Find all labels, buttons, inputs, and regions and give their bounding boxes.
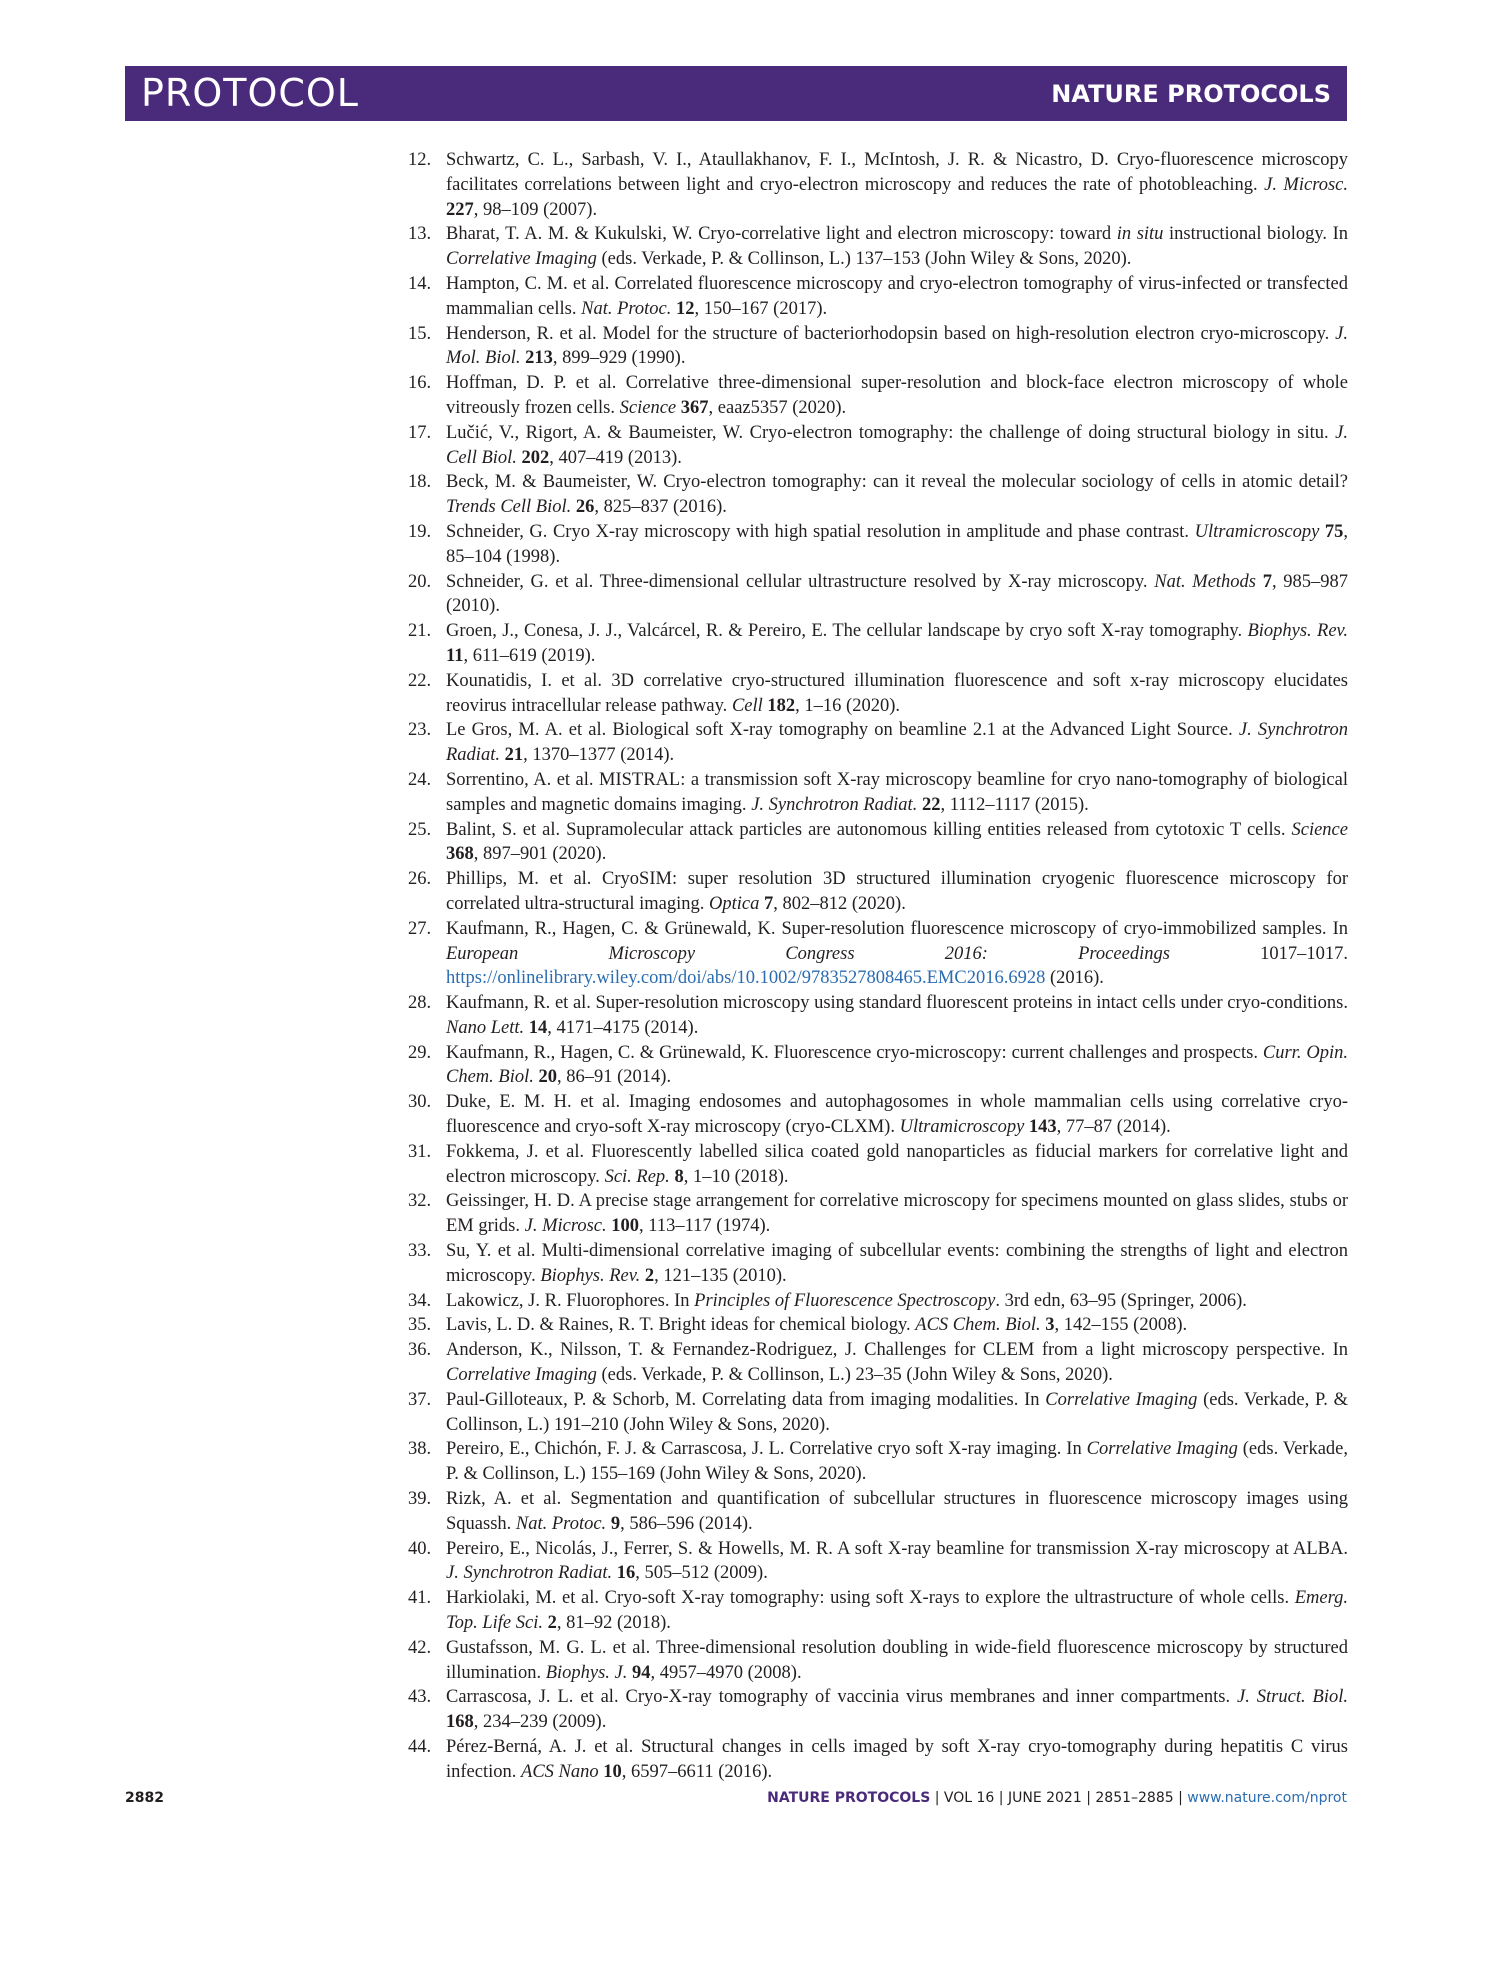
reference-italic: Correlative Imaging	[446, 249, 597, 270]
reference-text: Lakowicz, J. R. Fluorophores. In	[446, 1290, 695, 1311]
reference-text: Lučić, V., Rigort, A. & Baumeister, W. Cryo-electron tomography: the challenge of doing structural biology in situ.	[446, 422, 1336, 443]
reference-item	[408, 148, 1348, 222]
reference-text: (eds. Verkade, P. & Collinson, L.) 191–210 (John Wiley & Sons, 2020).	[446, 1389, 1348, 1435]
reference-item	[408, 1289, 1348, 1314]
reference-volume: 2	[547, 1613, 557, 1634]
reference-text: , 98–109 (2007).	[473, 199, 598, 220]
reference-number: 18.	[408, 472, 432, 493]
reference-volume: 202	[521, 447, 550, 468]
reference-item	[408, 1487, 1348, 1537]
reference-italic: J. Microsc.	[524, 1216, 607, 1237]
reference-text: Rizk, A. et al. Segmentation and quantification of subcellular structures in fluorescence microscopy images using Squassh.	[446, 1489, 1348, 1534]
reference-number: 34.	[408, 1290, 432, 1311]
reference-number: 41.	[408, 1588, 432, 1609]
reference-item	[408, 818, 1348, 868]
reference-volume: 100	[611, 1216, 640, 1237]
reference-text: Harkiolaki, M. et al. Cryo-soft X-ray tomography: using soft X-rays to explore the ultrastructure of whole cells.	[446, 1588, 1295, 1609]
reference-text: , 899–929 (1990).	[552, 348, 686, 369]
reference-item	[408, 1189, 1348, 1239]
reference-text: Henderson, R. et al. Model for the structure of bacteriorhodopsin based on high-resolution electron cryo-microscopy.	[446, 323, 1336, 344]
reference-italic: Correlative Imaging	[446, 1365, 597, 1386]
reference-italic: in situ	[1116, 224, 1164, 245]
footer-separator: |	[994, 1790, 1008, 1806]
reference-number: 37.	[408, 1389, 432, 1410]
reference-number: 19.	[408, 521, 432, 542]
reference-volume: 143	[1028, 1117, 1057, 1138]
reference-item	[408, 1437, 1348, 1487]
reference-italic: Science	[1291, 819, 1348, 840]
reference-item	[408, 768, 1348, 818]
reference-text: (2016).	[1045, 968, 1104, 989]
reference-text: (eds. Verkade, P. & Collinson, L.) 23–35 (John Wiley & Sons, 2020).	[596, 1365, 1113, 1386]
reference-italic: Correlative Imaging	[1045, 1389, 1198, 1410]
reference-text: 1017–1017.	[1169, 943, 1348, 964]
reference-text: , 150–167 (2017).	[694, 298, 828, 319]
reference-text: , 1–16 (2020).	[795, 695, 900, 716]
reference-italic: Biophys. J.	[545, 1662, 628, 1683]
reference-text: , 142–155 (2008).	[1054, 1315, 1188, 1336]
reference-text: , eaaz5357 (2020).	[708, 397, 847, 418]
reference-volume: 14	[528, 1017, 548, 1038]
reference-volume: 20	[538, 1067, 557, 1088]
footer-citation	[767, 1790, 1347, 1806]
reference-volume: 7	[1262, 571, 1272, 592]
footer-separator: |	[1173, 1790, 1188, 1806]
reference-volume: 2	[644, 1265, 655, 1286]
reference-number: 33.	[408, 1241, 432, 1262]
footer-pages: 2851–2885	[1095, 1790, 1174, 1806]
reference-text: Geissinger, H. D. A precise stage arrangement for correlative microscopy for specimens mounted on glass slides, stubs or EM grids.	[446, 1191, 1348, 1237]
reference-text: Su, Y. et al. Multi-dimensional correlative imaging of subcellular events: combining the strengths of light and electron microscopy.	[446, 1241, 1348, 1286]
reference-number: 22.	[408, 670, 432, 691]
reference-item	[408, 1735, 1348, 1785]
reference-volume: 21	[504, 745, 524, 766]
reference-text	[1256, 572, 1263, 592]
reference-text: (eds. Verkade, P. & Collinson, L.) 155–169 (John Wiley & Sons, 2020).	[446, 1439, 1349, 1485]
reference-number: 24.	[408, 769, 432, 790]
reference-item	[408, 669, 1348, 719]
reference-italic: Ultramicroscopy	[1194, 521, 1320, 542]
reference-item	[408, 619, 1348, 669]
reference-italic: Nat. Protoc.	[515, 1513, 607, 1534]
reference-italic: J. Struct. Biol.	[1237, 1687, 1348, 1708]
reference-number: 12.	[408, 150, 432, 170]
reference-item	[408, 1636, 1348, 1686]
reference-italic: Nat. Protoc.	[581, 298, 672, 319]
reference-number: 43.	[408, 1687, 432, 1708]
reference-item	[408, 470, 1348, 520]
page-number: 2882	[125, 1790, 164, 1806]
reference-number: 21.	[408, 621, 432, 642]
reference-number: 25.	[408, 819, 432, 840]
reference-item	[408, 1140, 1348, 1190]
reference-italic: ACS Chem. Biol.	[915, 1315, 1041, 1336]
reference-text: , 825–837 (2016).	[594, 497, 727, 518]
reference-italic: Correlative Imaging	[1086, 1439, 1238, 1460]
reference-text: , 1–10 (2018).	[683, 1166, 789, 1187]
footer-journal: NATURE PROTOCOLS	[767, 1790, 931, 1806]
reference-text: Pereiro, E., Chichón, F. J. & Carrascosa, J. L. Correlative cryo soft X-ray imaging. In	[446, 1439, 1087, 1460]
reference-text: Kaufmann, R., Hagen, C. & Grünewald, K. Super-resolution fluorescence microscopy of cryo-immobilized samples. In	[446, 918, 1348, 939]
reference-italic: Science	[619, 397, 677, 418]
reference-text: , 121–135 (2010).	[654, 1265, 787, 1286]
reference-text: Balint, S. et al. Supramolecular attack particles are autonomous killing entities released from cytotoxic T cells.	[446, 819, 1292, 840]
reference-italic: J. Cell Biol.	[446, 422, 1348, 468]
reference-text: Hampton, C. M. et al. Correlated fluorescence microscopy and cryo-electron tomography of virus-infected or transfected mammalian cells.	[446, 273, 1348, 319]
reference-number: 40.	[408, 1538, 432, 1559]
reference-text: Sorrentino, A. et al. MISTRAL: a transmission soft X-ray microscopy beamline for cryo nano-tomography of biological samples and magnetic domains imaging.	[446, 769, 1348, 815]
reference-text: , 586–596 (2014).	[620, 1513, 753, 1534]
reference-text: Pereiro, E., Nicolás, J., Ferrer, S. & Howells, M. R. A soft X-ray beamline for transmission X-ray microscopy at ALBA.	[446, 1538, 1348, 1559]
section-label: PROTOCOL	[141, 71, 359, 115]
reference-italic: Biophys. Rev.	[540, 1265, 641, 1286]
footer-url-link[interactable]: www.nature.com/nprot	[1187, 1790, 1347, 1806]
reference-italic: J. Synchrotron Radiat.	[751, 794, 918, 815]
reference-item	[408, 421, 1348, 471]
reference-text: , 6597–6611 (2016).	[621, 1761, 773, 1782]
reference-text: , 1370–1377 (2014).	[523, 745, 675, 766]
reference-italic: Nat. Methods	[1154, 571, 1257, 592]
reference-volume: 10	[603, 1761, 622, 1782]
reference-volume: 11	[446, 645, 464, 666]
reference-volume: 12	[676, 298, 695, 319]
reference-text: , 77–87 (2014).	[1056, 1117, 1171, 1138]
reference-number: 32.	[408, 1191, 432, 1212]
reference-volume: 8	[674, 1166, 684, 1187]
reference-item	[408, 1537, 1348, 1587]
reference-item	[408, 1239, 1348, 1289]
reference-text: , 81–92 (2018).	[556, 1613, 671, 1634]
reference-item	[408, 1041, 1348, 1091]
reference-text: . 3rd edn, 63–95 (Springer, 2006).	[995, 1290, 1247, 1311]
reference-volume: 168	[446, 1712, 474, 1733]
reference-text: , 1112–1117 (2015).	[940, 794, 1089, 815]
reference-number: 30.	[408, 1092, 432, 1113]
reference-number: 29.	[408, 1042, 432, 1063]
reference-item	[408, 991, 1348, 1041]
header-banner	[125, 66, 1347, 121]
reference-item	[408, 1586, 1348, 1636]
reference-number: 20.	[408, 571, 432, 592]
journal-name: NATURE PROTOCOLS	[1051, 80, 1331, 108]
reference-text: Carrascosa, J. L. et al. Cryo-X-ray tomography of vaccinia virus membranes and inner compartments.	[446, 1687, 1238, 1708]
reference-text: , 4957–4970 (2008).	[650, 1662, 802, 1683]
reference-text: , 897–901 (2020).	[473, 844, 607, 865]
reference-italic: J. Synchrotron Radiat.	[446, 1563, 613, 1584]
reference-number: 28.	[408, 993, 432, 1014]
reference-text: Kaufmann, R. et al. Super-resolution microscopy using standard fluorescent proteins in intact cells under cryo-conditions.	[446, 993, 1348, 1014]
reference-text: Gustafsson, M. G. L. et al. Three-dimensional resolution doubling in wide-field fluorescence microscopy by structured illumination.	[446, 1637, 1348, 1683]
reference-number: 26.	[408, 869, 432, 890]
reference-number: 31.	[408, 1141, 432, 1162]
reference-italic: J. Mol. Biol.	[446, 323, 1348, 369]
reference-number: 15.	[408, 323, 432, 344]
reference-italic: Principles of Fluorescence Spectroscopy	[694, 1290, 996, 1311]
reference-volume: 75	[1324, 521, 1344, 542]
reference-volume: 368	[446, 844, 474, 865]
reference-volume: 7	[764, 893, 774, 914]
reference-text: (eds. Verkade, P. & Collinson, L.) 137–153 (John Wiley & Sons, 2020).	[596, 249, 1132, 270]
reference-text: Fokkema, J. et al. Fluorescently labelled silica coated gold nanoparticles as fiducial markers for correlative light and electron microscopy.	[446, 1141, 1348, 1187]
reference-text: Lavis, L. D. & Raines, R. T. Bright ideas for chemical biology.	[446, 1315, 916, 1336]
reference-text: Pérez-Berná, A. J. et al. Structural changes in cells imaged by soft X-ray cryo-tomography during hepatitis C virus infection.	[446, 1737, 1348, 1782]
reference-volume: 3	[1045, 1315, 1055, 1336]
reference-italic: ACS Nano	[521, 1761, 599, 1782]
reference-item	[408, 520, 1348, 570]
reference-volume: 16	[616, 1563, 636, 1584]
reference-italic: Biophys. Rev.	[1247, 621, 1348, 642]
footer-separator: |	[930, 1790, 944, 1806]
reference-italic: European Microscopy Congress 2016: Proceedings	[446, 943, 1170, 964]
reference-text: Bharat, T. A. M. & Kukulski, W. Cryo-correlative light and electron microscopy: toward	[446, 224, 1117, 245]
reference-italic: Nano Lett.	[446, 1017, 525, 1038]
reference-italic: Emerg. Top. Life Sci.	[446, 1588, 1348, 1634]
reference-text: , 611–619 (2019).	[463, 645, 596, 666]
reference-volume: 367	[680, 397, 709, 418]
reference-italic: J. Microsc.	[1264, 174, 1348, 195]
reference-italic: Ultramicroscopy	[899, 1117, 1025, 1138]
reference-number: 14.	[408, 273, 432, 294]
reference-text: Phillips, M. et al. CryoSIM: super resolution 3D structured illumination cryogenic fluorescence microscopy for correlated ultra-structural imaging.	[446, 869, 1348, 914]
reference-text: Beck, M. & Baumeister, W. Cryo-electron tomography: can it reveal the molecular sociology of cells in atomic detail?	[446, 472, 1348, 493]
reference-text: Paul-Gilloteaux, P. & Schorb, M. Correlating data from imaging modalities. In	[446, 1389, 1046, 1410]
reference-volume: 26	[575, 497, 595, 518]
reference-number: 17.	[408, 422, 432, 443]
reference-number: 27.	[408, 918, 432, 939]
reference-item	[408, 1388, 1348, 1438]
reference-volume: 227	[446, 199, 474, 220]
reference-text: , 113–117 (1974).	[639, 1216, 771, 1237]
reference-item	[408, 1685, 1348, 1735]
reference-text: Kaufmann, R., Hagen, C. & Grünewald, K. Fluorescence cryo-microscopy: current challenges and prospects.	[446, 1042, 1263, 1063]
reference-list	[408, 148, 1348, 1785]
reference-italic: Trends Cell Biol.	[446, 497, 572, 518]
reference-item	[408, 570, 1348, 620]
reference-italic: Cell	[731, 695, 763, 716]
reference-text: Duke, E. M. H. et al. Imaging endosomes and autophagosomes in whole mammalian cells using correlative cryo-fluorescence and cryo-soft X-ray microscopy (cryo-CLXM).	[446, 1092, 1348, 1138]
reference-link[interactable]: https://onlinelibrary.wiley.com/doi/abs/10.1002/9783527808465.EMC2016.6928	[446, 968, 1046, 989]
reference-text: , 802–812 (2020).	[773, 893, 906, 914]
reference-text: Le Gros, M. A. et al. Biological soft X-ray tomography on beamline 2.1 at the Advanced Light Source.	[446, 720, 1239, 741]
reference-number: 36.	[408, 1340, 432, 1361]
reference-item	[408, 1338, 1348, 1388]
footer-date: JUNE 2021	[1007, 1790, 1082, 1806]
reference-number: 16.	[408, 373, 432, 394]
reference-text: Hoffman, D. P. et al. Correlative three-dimensional super-resolution and block-face electron microscopy of whole vitreously frozen cells.	[446, 373, 1348, 418]
reference-italic: J. Synchrotron Radiat.	[446, 720, 1348, 766]
footer-separator: |	[1081, 1790, 1096, 1806]
reference-text: , 4171–4175 (2014).	[547, 1017, 699, 1038]
footer-volume: VOL 16	[943, 1790, 995, 1806]
reference-text: Schneider, G. et al. Three-dimensional cellular ultrastructure resolved by X-ray microscopy.	[446, 571, 1155, 592]
reference-number: 23.	[408, 720, 432, 741]
reference-volume: 182	[767, 695, 796, 716]
reference-volume: 9	[610, 1513, 621, 1534]
reference-number: 39.	[408, 1489, 432, 1510]
reference-item	[408, 867, 1348, 917]
reference-text: Anderson, K., Nilsson, T. & Fernandez-Rodriguez, J. Challenges for CLEM from a light microscopy perspective. In	[446, 1340, 1348, 1361]
reference-text: Schwartz, C. L., Sarbash, V. I., Ataullakhanov, F. I., McIntosh, J. R. & Nicastro, D. Cryo-fluorescence microscopy facilitates correlations between light and cryo-electron microscopy and reduces the rate of photobleaching.	[446, 150, 1348, 195]
reference-italic: Curr. Opin. Chem. Biol.	[446, 1042, 1348, 1088]
reference-volume: 213	[525, 348, 553, 369]
reference-item	[408, 1313, 1348, 1338]
reference-text: , 407–419 (2013).	[549, 447, 682, 468]
reference-volume: 94	[632, 1662, 651, 1683]
reference-text: , 86–91 (2014).	[557, 1067, 672, 1088]
reference-italic: Optica	[709, 893, 760, 914]
reference-number: 35.	[408, 1315, 432, 1336]
reference-item	[408, 1090, 1348, 1140]
reference-number: 38.	[408, 1439, 432, 1460]
reference-number: 44.	[408, 1737, 432, 1757]
reference-item	[408, 371, 1348, 421]
reference-text: , 505–512 (2009).	[635, 1563, 768, 1584]
reference-item	[408, 322, 1348, 372]
reference-text: , 85–104 (1998).	[446, 521, 1348, 567]
reference-text: Schneider, G. Cryo X-ray microscopy with high spatial resolution in amplitude and phase contrast.	[446, 521, 1195, 542]
reference-text: Groen, J., Conesa, J. J., Valcárcel, R. & Pereiro, E. The cellular landscape by cryo soft X-ray tomography.	[446, 621, 1248, 642]
page-footer	[125, 1790, 1347, 1810]
reference-number: 13.	[408, 224, 432, 245]
reference-volume: 22	[921, 794, 941, 815]
reference-text: , 985–987 (2010).	[446, 571, 1349, 617]
reference-number: 42.	[408, 1637, 432, 1658]
reference-item	[408, 718, 1348, 768]
reference-item	[408, 917, 1348, 991]
reference-item	[408, 222, 1348, 272]
reference-text: , 234–239 (2009).	[473, 1712, 607, 1733]
reference-text: Kounatidis, I. et al. 3D correlative cryo-structured illumination fluorescence and soft x-ray microscopy elucidates reovirus intracellular release pathway.	[446, 670, 1348, 716]
reference-item	[408, 272, 1348, 322]
reference-italic: Sci. Rep.	[604, 1166, 670, 1187]
reference-text: instructional biology. In	[1163, 224, 1348, 245]
